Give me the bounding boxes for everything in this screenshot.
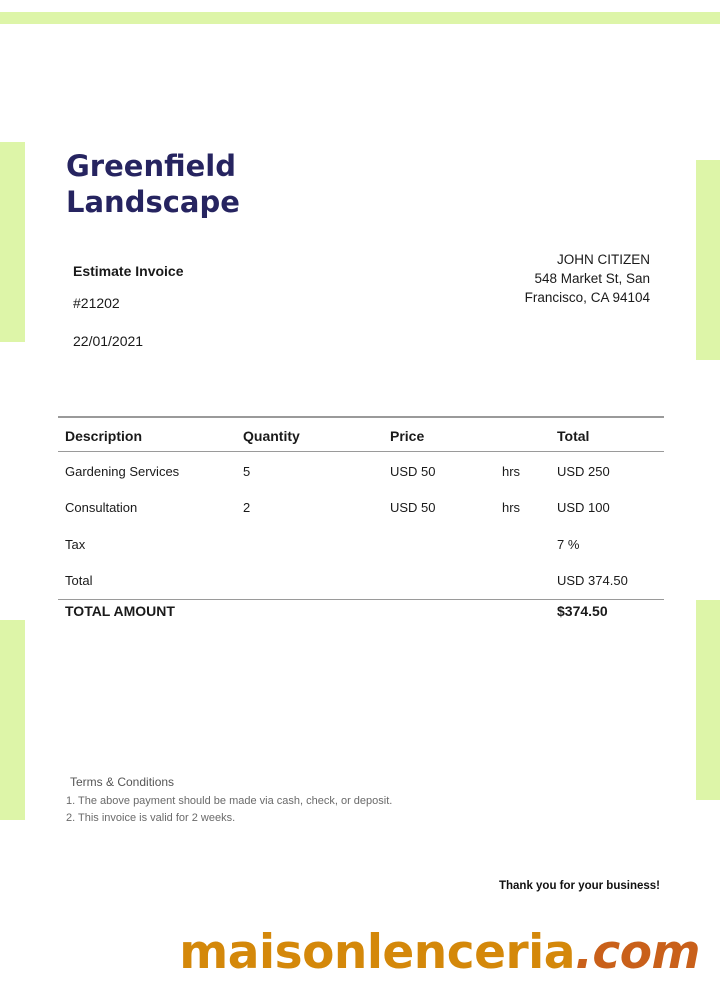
right-accent-bar-lower — [696, 600, 720, 800]
invoice-title: Estimate Invoice — [73, 263, 184, 279]
total-value: USD 374.50 — [557, 573, 628, 588]
client-address-line2: Francisco, CA 94104 — [524, 290, 650, 305]
header-description: Description — [65, 428, 143, 444]
right-accent-bar-upper — [696, 160, 720, 360]
company-name-line2: Landscape — [66, 185, 240, 219]
watermark-name: maisonlenceria — [179, 925, 576, 980]
row2-unit: hrs — [502, 500, 521, 515]
tax-label: Tax — [65, 537, 86, 552]
grand-total-label: TOTAL AMOUNT — [65, 603, 175, 619]
total-label: Total — [65, 573, 93, 588]
terms-line-2: 2. This invoice is valid for 2 weeks. — [66, 812, 236, 824]
row2-price: USD 50 — [390, 500, 436, 515]
terms-title: Terms & Conditions — [70, 775, 175, 789]
company-name-line1: Greenfield — [66, 149, 236, 183]
header-quantity: Quantity — [243, 428, 300, 444]
header-price: Price — [390, 428, 425, 444]
grand-total-divider — [58, 599, 664, 600]
row2-description: Consultation — [65, 500, 138, 515]
invoice-date: 22/01/2021 — [73, 333, 144, 349]
invoice-number: #21202 — [73, 295, 120, 311]
top-accent-bar — [0, 12, 720, 24]
left-accent-bar-lower — [0, 620, 25, 820]
thank-you-note: Thank you for your business! — [498, 880, 660, 892]
row1-description: Gardening Services — [65, 464, 180, 479]
client-block — [430, 250, 650, 307]
row1-quantity: 5 — [243, 464, 251, 479]
table-top-border — [58, 416, 664, 418]
terms-line-1: 1. The above payment should be made via cash, check, or deposit. — [66, 795, 393, 807]
row1-unit: hrs — [502, 464, 521, 479]
site-watermark — [179, 925, 700, 980]
left-accent-bar-upper — [0, 142, 25, 342]
watermark-tld: .com — [575, 925, 700, 980]
header-total: Total — [557, 428, 590, 444]
header-divider — [58, 451, 664, 452]
tax-value: 7 % — [557, 537, 580, 552]
row1-price: USD 50 — [390, 464, 436, 479]
row2-quantity: 2 — [243, 500, 251, 515]
client-name: JOHN CITIZEN — [557, 252, 650, 267]
client-address-line1: 548 Market St, San — [534, 271, 650, 286]
company-name — [66, 148, 240, 220]
grand-total-value: $374.50 — [557, 603, 608, 619]
row1-total: USD 250 — [557, 464, 610, 479]
row2-total: USD 100 — [557, 500, 610, 515]
